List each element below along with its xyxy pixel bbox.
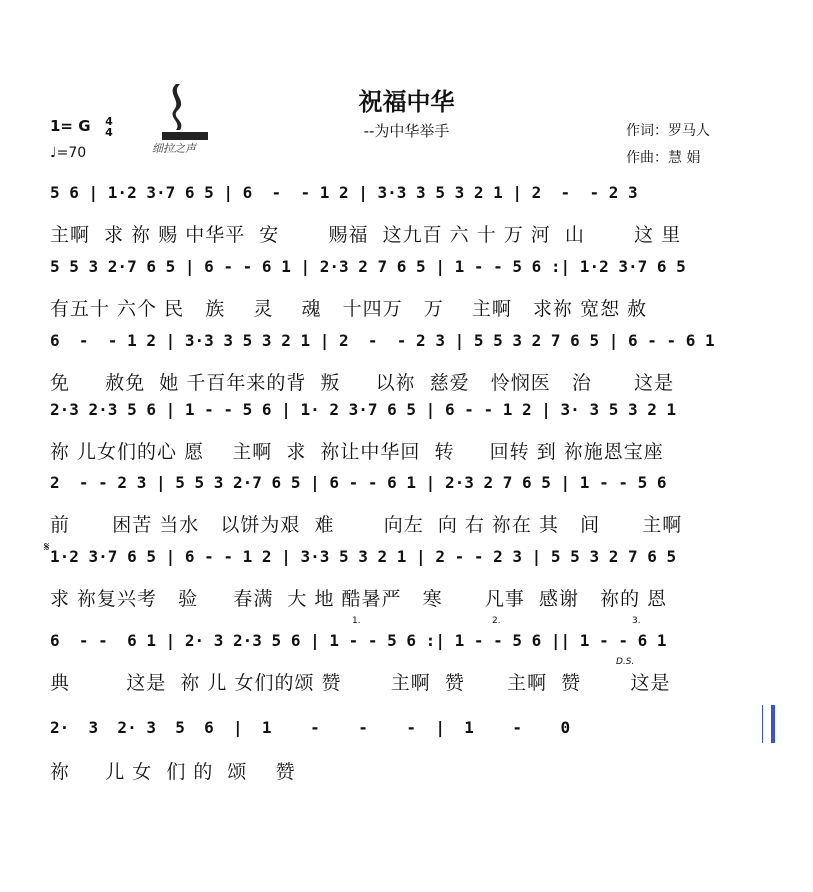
notation-system-4 <box>50 393 770 427</box>
notation-system-1 <box>50 176 770 210</box>
time-signature <box>102 116 116 138</box>
song-subtitle: --为中华举手 <box>363 122 450 140</box>
lyric-line-3: 免 赦免 她 千百年来的背 叛 以祢 慈爱 怜悯医 治 这是 <box>50 372 675 394</box>
segno-sign: 𝄋 <box>44 540 50 555</box>
notation-line: 5 5 3 2·7 6 5 | 6 - - 6 1 | 2·3 2 7 6 5 | 1 - - 5 6 :| 1·2 3·7 6 5 <box>50 257 686 276</box>
lyric-line-5: 前 困苦 当水 以饼为艰 难 向左 向 右 祢在 其 间 主啊 <box>50 514 683 536</box>
notation-system-2 <box>50 250 770 284</box>
notation-line: 6 - - 1 2 | 3·3 3 5 3 2 1 | 2 - - 2 3 | 5 5 3 2 7 6 5 | 6 - - 6 1 <box>50 331 715 350</box>
lyric-line-4: 祢 儿女们的心 愿 主啊 求 祢让中华回 转 回转 到 祢施恩宝座 <box>50 441 664 463</box>
lyric-line-6: 求 祢复兴考 验 春满 大 地 酷暑严 寒 凡事 感谢 祢的 恩 <box>50 588 668 610</box>
lyric-line-8: 祢 儿 女 们 的 颂 赞 <box>50 761 296 783</box>
ending-3-label: 3. <box>632 616 641 626</box>
key-signature: 1= G <box>50 117 91 135</box>
notation-line: 1·2 3·7 6 5 | 6 - - 1 2 | 3·3 5 3 2 1 | 2 - - 2 3 | 5 5 3 2 7 6 5 <box>50 547 677 566</box>
ending-2-label: 2. <box>492 616 501 626</box>
lyric-line-1: 主啊 求 祢 赐 中华平 安 赐福 这九百 六 十 万 河 山 这 里 <box>50 224 682 246</box>
notation-system-7 <box>50 624 770 658</box>
time-signature-bottom: 4 <box>105 126 113 139</box>
notation-system-8 <box>50 711 770 745</box>
ending-1-label: 1. <box>352 616 361 626</box>
song-title: 祝福中华 <box>358 87 455 116</box>
ds-marking: D.S. <box>616 657 635 667</box>
lyric-line-2: 有五十 六个 民 族 灵 魂 十四万 万 主啊 求祢 宽恕 赦 <box>50 298 648 320</box>
lyric-line-7: 典 这是 祢 儿 女们的颂 赞 主啊 赞 主啊 赞 这是 <box>50 672 671 694</box>
composer-credit: 作曲：慧 娟 <box>626 150 701 166</box>
logo-text: 细拉之声 <box>152 142 196 155</box>
notation-line: 2· 3 2· 3 5 6 | 1 - - - | 1 - 0 <box>50 718 571 737</box>
lyricist-credit: 作词：罗马人 <box>626 123 710 139</box>
tempo-marking: ♩=70 <box>50 145 87 161</box>
notation-system-6 <box>50 540 770 574</box>
time-signature-top: 4 <box>105 115 113 128</box>
notation-line: 2·3 2·3 5 6 | 1 - - 5 6 | 1· 2 3·7 6 5 | 6 - - 1 2 | 3· 3 5 3 2 1 <box>50 400 677 419</box>
notation-line: 6 - - 6 1 | 2· 3 2·3 5 6 | 1 - - 5 6 :| 1 - - 5 6 || 1 - - 6 1 <box>50 631 667 650</box>
notation-line: 5 6 | 1·2 3·7 6 5 | 6 - - 1 2 | 3·3 3 5 3 2 1 | 2 - - 2 3 <box>50 183 638 202</box>
notation-system-3 <box>50 324 770 358</box>
notation-line: 2 - - 2 3 | 5 5 3 2·7 6 5 | 6 - - 6 1 | 2·3 2 7 6 5 | 1 - - 5 6 <box>50 473 667 492</box>
final-barline <box>762 705 775 743</box>
notation-system-5 <box>50 466 770 500</box>
